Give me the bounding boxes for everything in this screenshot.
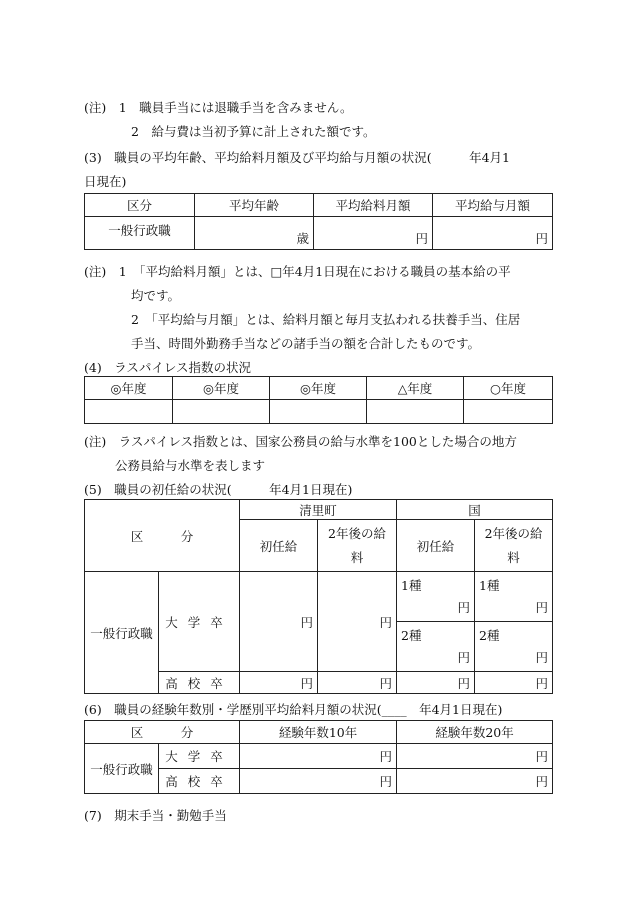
after-2y-label-b: 料 bbox=[350, 549, 364, 565]
cell-univ-10y: 円 bbox=[240, 744, 397, 769]
header-town-after-2y bbox=[318, 520, 397, 572]
row-general-admin: 一般行政職 bbox=[85, 572, 159, 694]
cell-nation-high-initial: 円 bbox=[397, 672, 475, 694]
note-laspeyres: (注) ラスパイレス指数とは、国家公務員の給与水準を100とした場合の地方 bbox=[84, 434, 517, 449]
cell-age-unit: 歳 bbox=[195, 217, 314, 250]
yen-unit: 円 bbox=[457, 599, 471, 615]
cell-base-salary-unit: 円 bbox=[314, 217, 433, 250]
starting-salary-table bbox=[84, 499, 553, 694]
header-kubun: 区 分 bbox=[85, 500, 240, 572]
laspeyres-value-4 bbox=[367, 400, 464, 424]
yen-unit: 円 bbox=[535, 599, 549, 615]
header-nation-initial: 初任給 bbox=[397, 520, 475, 572]
cell-nation-univ-type2-initial bbox=[397, 622, 475, 672]
section-5-title: (5) 職員の初任給の状況( 年4月1日現在) bbox=[84, 482, 353, 497]
cell-high-20y: 円 bbox=[397, 769, 553, 794]
row-high-school-grad: 高校卒 bbox=[159, 672, 240, 694]
laspeyres-value-3 bbox=[270, 400, 367, 424]
cell-nation-high-after: 円 bbox=[475, 672, 553, 694]
header-year-5: ○年度 bbox=[464, 377, 553, 400]
header-year-1: ◎年度 bbox=[85, 377, 173, 400]
cell-high-10y: 円 bbox=[240, 769, 397, 794]
experience-salary-table bbox=[84, 720, 553, 794]
header-year-4: △年度 bbox=[367, 377, 464, 400]
header-kubun: 区 分 bbox=[85, 721, 240, 744]
laspeyres-table bbox=[84, 376, 553, 424]
cell-town-univ-initial: 円 bbox=[240, 572, 318, 672]
cell-nation-univ-type1-after bbox=[475, 572, 553, 622]
header-avg-age: 平均年齢 bbox=[195, 194, 314, 217]
type2-label: 2種 bbox=[479, 627, 500, 643]
header-year-3: ◎年度 bbox=[270, 377, 367, 400]
laspeyres-value-1 bbox=[85, 400, 173, 424]
header-experience-20y: 経験年数20年 bbox=[397, 721, 553, 744]
row-label-general-admin: 一般行政職 bbox=[85, 217, 195, 250]
header-kubun: 区分 bbox=[85, 194, 195, 217]
cell-univ-20y: 円 bbox=[397, 744, 553, 769]
cell-total-salary-unit: 円 bbox=[433, 217, 553, 250]
note-avg-total-salary-cont: 手当、時間外勤務手当などの諸手当の額を合計したものです。 bbox=[131, 336, 481, 351]
yen-unit: 円 bbox=[457, 649, 471, 665]
header-avg-total-salary: 平均給与月額 bbox=[433, 194, 553, 217]
after-2y-label-a: 2年後の給 bbox=[484, 525, 543, 541]
row-high-school-grad: 高校卒 bbox=[159, 769, 240, 794]
type2-label: 2種 bbox=[401, 627, 422, 643]
cell-nation-univ-type2-after bbox=[475, 622, 553, 672]
type1-label: 1種 bbox=[479, 577, 500, 593]
note-laspeyres-cont: 公務員給与水準を表します bbox=[115, 458, 266, 473]
section-4-title: (4) ラスパイレス指数の状況 bbox=[84, 360, 251, 375]
cell-town-univ-after: 円 bbox=[318, 572, 397, 672]
cell-town-high-initial: 円 bbox=[240, 672, 318, 694]
note-retirement: (注) 1 職員手当には退職手当を含みません。 bbox=[84, 100, 353, 115]
section-7-title: (7) 期末手当・勤勉手当 bbox=[84, 808, 227, 823]
note-avg-total-salary: 2 「平均給与月額」とは、給料月額と毎月支払われる扶養手当、住居 bbox=[131, 312, 521, 327]
cell-town-high-after: 円 bbox=[318, 672, 397, 694]
header-nation: 国 bbox=[397, 500, 553, 520]
average-salary-table bbox=[84, 193, 553, 250]
header-avg-base-salary: 平均給料月額 bbox=[314, 194, 433, 217]
note-salary-budget: 2 給与費は当初予算に計上された額です。 bbox=[131, 124, 376, 139]
laspeyres-value-5 bbox=[464, 400, 553, 424]
section-3-title-cont: 日現在) bbox=[84, 174, 127, 189]
header-kiyosato-town: 清里町 bbox=[240, 500, 397, 520]
section-3-title: (3) 職員の平均年齢、平均給料月額及び平均給与月額の状況( 年4月1 bbox=[84, 150, 510, 165]
header-nation-after-2y bbox=[475, 520, 553, 572]
row-univ-grad: 大学卒 bbox=[159, 744, 240, 769]
header-town-initial: 初任給 bbox=[240, 520, 318, 572]
type1-label: 1種 bbox=[401, 577, 422, 593]
header-experience-10y: 経験年数10年 bbox=[240, 721, 397, 744]
laspeyres-value-2 bbox=[173, 400, 270, 424]
section-6-title: (6) 職員の経験年数別・学歴別平均給料月額の状況(____ 年4月1日現在) bbox=[84, 702, 503, 717]
yen-unit: 円 bbox=[535, 649, 549, 665]
note-avg-base-salary: (注) 1 「平均給料月額」とは、□年4月1日現在における職員の基本給の平 bbox=[84, 264, 511, 279]
after-2y-label-a: 2年後の給 bbox=[328, 525, 386, 541]
row-general-admin: 一般行政職 bbox=[85, 744, 159, 794]
after-2y-label-b: 料 bbox=[507, 549, 520, 565]
note-avg-base-salary-cont: 均です。 bbox=[131, 288, 181, 303]
row-univ-grad: 大学卒 bbox=[159, 572, 240, 672]
header-year-2: ◎年度 bbox=[173, 377, 270, 400]
cell-nation-univ-type1-initial bbox=[397, 572, 475, 622]
